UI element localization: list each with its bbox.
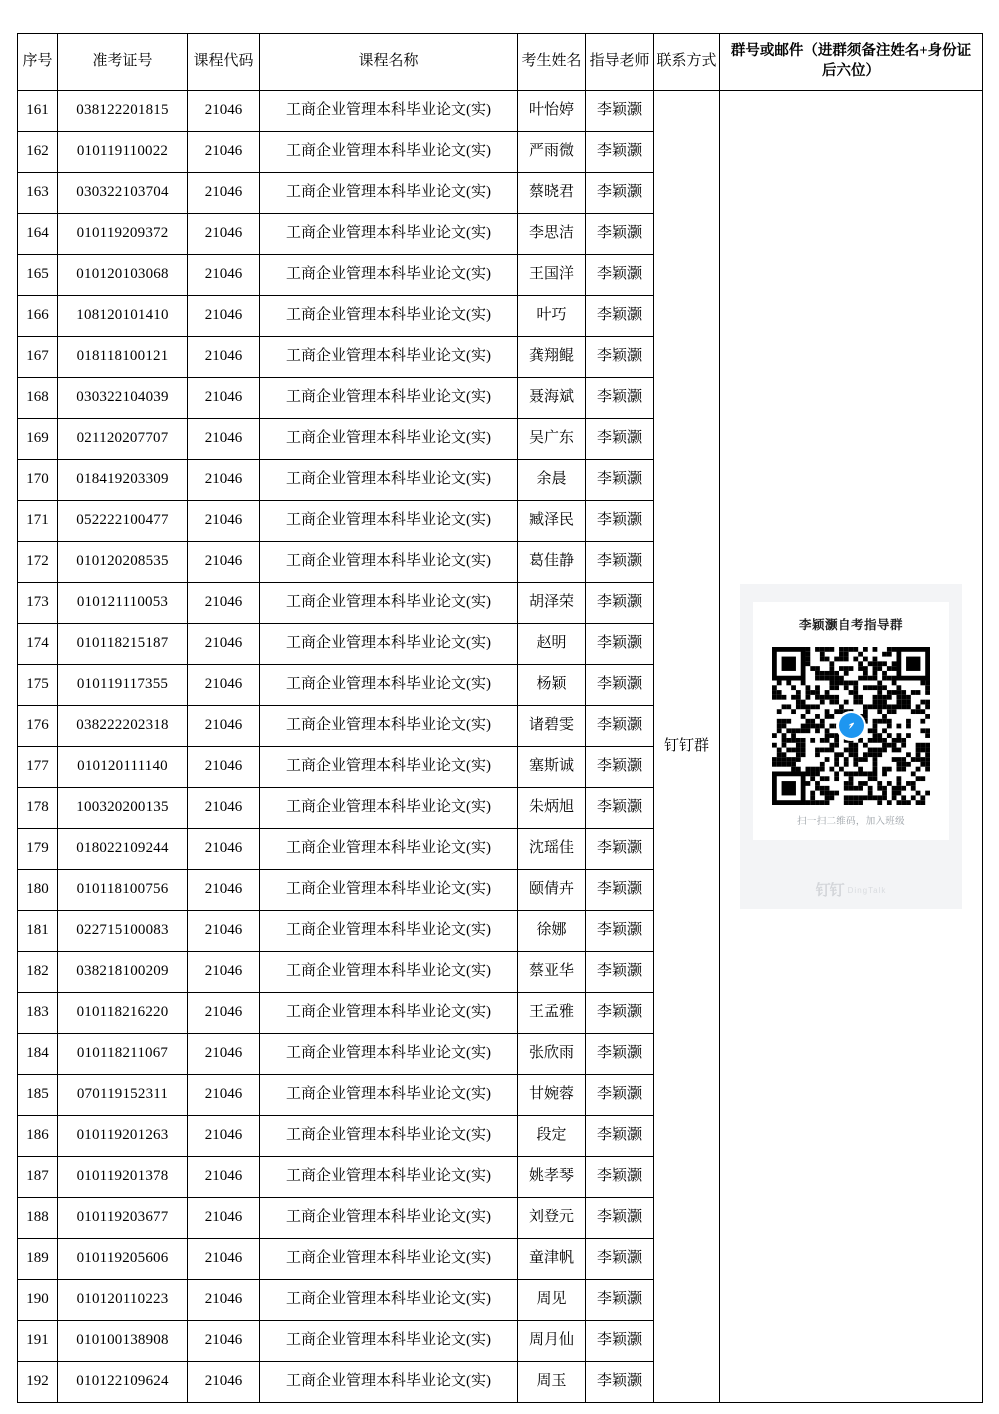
cell-course-code: 21046 (188, 173, 260, 214)
qr-center-logo (836, 711, 866, 741)
student-roster-table (17, 33, 983, 1403)
cell-student-name: 周见 (518, 1280, 586, 1321)
cell-course-name: 工商企业管理本科毕业论文(实) (260, 1280, 518, 1321)
cell-advisor: 李颖灏 (586, 829, 654, 870)
cell-index: 170 (18, 460, 58, 501)
cell-advisor: 李颖灏 (586, 1034, 654, 1075)
cell-ticket-number: 010118100756 (58, 870, 188, 911)
cell-course-name: 工商企业管理本科毕业论文(实) (260, 542, 518, 583)
cell-course-name: 工商企业管理本科毕业论文(实) (260, 132, 518, 173)
cell-ticket-number: 038122201815 (58, 91, 188, 132)
cell-course-name: 工商企业管理本科毕业论文(实) (260, 1198, 518, 1239)
cell-advisor: 李颖灏 (586, 501, 654, 542)
cell-advisor: 李颖灏 (586, 91, 654, 132)
cell-index: 161 (18, 91, 58, 132)
cell-course-name: 工商企业管理本科毕业论文(实) (260, 419, 518, 460)
cell-course-code: 21046 (188, 214, 260, 255)
cell-group-qr (720, 91, 983, 1403)
cell-course-code: 21046 (188, 501, 260, 542)
cell-ticket-number: 010119205606 (58, 1239, 188, 1280)
cell-course-name: 工商企业管理本科毕业论文(实) (260, 993, 518, 1034)
cell-advisor: 李颖灏 (586, 624, 654, 665)
cell-index: 164 (18, 214, 58, 255)
cell-course-name: 工商企业管理本科毕业论文(实) (260, 1116, 518, 1157)
cell-ticket-number: 010120103068 (58, 255, 188, 296)
cell-ticket-number: 010119117355 (58, 665, 188, 706)
cell-index: 186 (18, 1116, 58, 1157)
cell-student-name: 刘登元 (518, 1198, 586, 1239)
cell-course-name: 工商企业管理本科毕业论文(实) (260, 91, 518, 132)
cell-course-name: 工商企业管理本科毕业论文(实) (260, 952, 518, 993)
dingtalk-wordmark: DingTalk (847, 885, 887, 895)
cell-student-name: 周月仙 (518, 1321, 586, 1362)
cell-course-code: 21046 (188, 1116, 260, 1157)
cell-student-name: 王国洋 (518, 255, 586, 296)
cell-index: 183 (18, 993, 58, 1034)
header-row (18, 34, 983, 91)
cell-index: 169 (18, 419, 58, 460)
cell-ticket-number: 070119152311 (58, 1075, 188, 1116)
cell-student-name: 赵明 (518, 624, 586, 665)
cell-course-code: 21046 (188, 747, 260, 788)
cell-course-name: 工商企业管理本科毕业论文(实) (260, 788, 518, 829)
cell-ticket-number: 010119201378 (58, 1157, 188, 1198)
cell-ticket-number: 030322104039 (58, 378, 188, 419)
cell-ticket-number: 022715100083 (58, 911, 188, 952)
cell-ticket-number: 038222202318 (58, 706, 188, 747)
cell-ticket-number: 010120111140 (58, 747, 188, 788)
cell-index: 192 (18, 1362, 58, 1403)
header-index: 序号 (18, 34, 58, 91)
cell-student-name: 叶巧 (518, 296, 586, 337)
cell-ticket-number: 010118215187 (58, 624, 188, 665)
cell-ticket-number: 010119201263 (58, 1116, 188, 1157)
cell-course-name: 工商企业管理本科毕业论文(实) (260, 378, 518, 419)
cell-course-name: 工商企业管理本科毕业论文(实) (260, 706, 518, 747)
qr-card-title: 李颖灏自考指导群 (798, 618, 903, 633)
cell-index: 162 (18, 132, 58, 173)
cell-advisor: 李颖灏 (586, 870, 654, 911)
cell-contact-method: 钉钉群 (654, 91, 720, 1403)
dingtalk-logo (816, 882, 887, 899)
table-header (18, 34, 983, 91)
cell-index: 179 (18, 829, 58, 870)
cell-course-name: 工商企业管理本科毕业论文(实) (260, 1034, 518, 1075)
cell-ticket-number: 052222100477 (58, 501, 188, 542)
cell-student-name: 龚翔鲲 (518, 337, 586, 378)
cell-index: 181 (18, 911, 58, 952)
cell-advisor: 李颖灏 (586, 747, 654, 788)
cell-course-code: 21046 (188, 706, 260, 747)
cell-ticket-number: 010100138908 (58, 1321, 188, 1362)
header-course-code: 课程代码 (188, 34, 260, 91)
cell-advisor: 李颖灏 (586, 1198, 654, 1239)
cell-index: 187 (18, 1157, 58, 1198)
cell-index: 182 (18, 952, 58, 993)
cell-index: 177 (18, 747, 58, 788)
cell-advisor: 李颖灏 (586, 1321, 654, 1362)
cell-course-name: 工商企业管理本科毕业论文(实) (260, 296, 518, 337)
cell-course-name: 工商企业管理本科毕业论文(实) (260, 255, 518, 296)
qr-code-icon[interactable] (772, 647, 930, 805)
cell-course-code: 21046 (188, 911, 260, 952)
table-row (18, 91, 983, 132)
cell-ticket-number: 018419203309 (58, 460, 188, 501)
cell-index: 166 (18, 296, 58, 337)
cell-course-name: 工商企业管理本科毕业论文(实) (260, 870, 518, 911)
cell-student-name: 塞斯诚 (518, 747, 586, 788)
cell-course-code: 21046 (188, 624, 260, 665)
cell-student-name: 杨颖 (518, 665, 586, 706)
cell-advisor: 李颖灏 (586, 378, 654, 419)
cell-course-code: 21046 (188, 337, 260, 378)
cell-advisor: 李颖灏 (586, 255, 654, 296)
cell-student-name: 段定 (518, 1116, 586, 1157)
cell-advisor: 李颖灏 (586, 542, 654, 583)
cell-advisor: 李颖灏 (586, 337, 654, 378)
cell-course-name: 工商企业管理本科毕业论文(实) (260, 747, 518, 788)
cell-ticket-number: 100320200135 (58, 788, 188, 829)
header-ticket-number: 准考证号 (58, 34, 188, 91)
cell-ticket-number: 010122109624 (58, 1362, 188, 1403)
cell-ticket-number: 038218100209 (58, 952, 188, 993)
cell-course-name: 工商企业管理本科毕业论文(实) (260, 911, 518, 952)
cell-index: 172 (18, 542, 58, 583)
cell-advisor: 李颖灏 (586, 1362, 654, 1403)
cell-course-code: 21046 (188, 1280, 260, 1321)
cell-student-name: 李思洁 (518, 214, 586, 255)
cell-ticket-number: 010118216220 (58, 993, 188, 1034)
cell-index: 185 (18, 1075, 58, 1116)
cell-advisor: 李颖灏 (586, 583, 654, 624)
cell-student-name: 蔡晓君 (518, 173, 586, 214)
cell-course-code: 21046 (188, 788, 260, 829)
cell-index: 178 (18, 788, 58, 829)
header-course-name: 课程名称 (260, 34, 518, 91)
cell-course-code: 21046 (188, 542, 260, 583)
cell-ticket-number: 021120207707 (58, 419, 188, 460)
cell-course-code: 21046 (188, 296, 260, 337)
cell-ticket-number: 018022109244 (58, 829, 188, 870)
qr-card (753, 602, 949, 839)
cell-course-code: 21046 (188, 460, 260, 501)
cell-course-code: 21046 (188, 1034, 260, 1075)
cell-course-code: 21046 (188, 993, 260, 1034)
cell-course-code: 21046 (188, 829, 260, 870)
cell-student-name: 张欣雨 (518, 1034, 586, 1075)
cell-index: 174 (18, 624, 58, 665)
cell-ticket-number: 108120101410 (58, 296, 188, 337)
cell-index: 190 (18, 1280, 58, 1321)
cell-advisor: 李颖灏 (586, 665, 654, 706)
cell-student-name: 王孟雅 (518, 993, 586, 1034)
cell-index: 189 (18, 1239, 58, 1280)
cell-course-code: 21046 (188, 1075, 260, 1116)
cell-index: 191 (18, 1321, 58, 1362)
cell-student-name: 胡泽荣 (518, 583, 586, 624)
cell-course-name: 工商企业管理本科毕业论文(实) (260, 460, 518, 501)
cell-index: 184 (18, 1034, 58, 1075)
cell-ticket-number: 030322103704 (58, 173, 188, 214)
cell-advisor: 李颖灏 (586, 460, 654, 501)
cell-advisor: 李颖灏 (586, 1280, 654, 1321)
cell-index: 180 (18, 870, 58, 911)
cell-index: 188 (18, 1198, 58, 1239)
cell-index: 165 (18, 255, 58, 296)
cell-ticket-number: 010120208535 (58, 542, 188, 583)
header-contact-method: 联系方式 (654, 34, 720, 91)
cell-student-name: 周玉 (518, 1362, 586, 1403)
header-student-name: 考生姓名 (518, 34, 586, 91)
cell-index: 175 (18, 665, 58, 706)
cell-advisor: 李颖灏 (586, 1239, 654, 1280)
document-page (17, 33, 982, 1403)
cell-course-code: 21046 (188, 870, 260, 911)
cell-course-code: 21046 (188, 583, 260, 624)
cell-course-name: 工商企业管理本科毕业论文(实) (260, 337, 518, 378)
cell-index: 173 (18, 583, 58, 624)
cell-course-code: 21046 (188, 1157, 260, 1198)
cell-course-name: 工商企业管理本科毕业论文(实) (260, 1321, 518, 1362)
cell-index: 171 (18, 501, 58, 542)
cell-student-name: 臧泽民 (518, 501, 586, 542)
cell-course-code: 21046 (188, 1362, 260, 1403)
cell-student-name: 朱炳旭 (518, 788, 586, 829)
cell-advisor: 李颖灏 (586, 993, 654, 1034)
cell-advisor: 李颖灏 (586, 419, 654, 460)
cell-course-name: 工商企业管理本科毕业论文(实) (260, 1239, 518, 1280)
cell-advisor: 李颖灏 (586, 1157, 654, 1198)
cell-student-name: 童津帆 (518, 1239, 586, 1280)
cell-index: 163 (18, 173, 58, 214)
cell-ticket-number: 010119110022 (58, 132, 188, 173)
cell-course-name: 工商企业管理本科毕业论文(实) (260, 501, 518, 542)
cell-course-code: 21046 (188, 665, 260, 706)
qr-card-backdrop (740, 584, 962, 909)
cell-course-code: 21046 (188, 1198, 260, 1239)
cell-student-name: 诸碧雯 (518, 706, 586, 747)
cell-student-name: 蔡亚华 (518, 952, 586, 993)
cell-advisor: 李颖灏 (586, 952, 654, 993)
cell-course-name: 工商企业管理本科毕业论文(实) (260, 1362, 518, 1403)
cell-advisor: 李颖灏 (586, 706, 654, 747)
table-body (18, 91, 983, 1403)
cell-course-code: 21046 (188, 255, 260, 296)
cell-student-name: 聂海斌 (518, 378, 586, 419)
cell-advisor: 李颖灏 (586, 173, 654, 214)
cell-course-code: 21046 (188, 132, 260, 173)
cell-ticket-number: 010119209372 (58, 214, 188, 255)
cell-index: 168 (18, 378, 58, 419)
cell-advisor: 李颖灏 (586, 296, 654, 337)
cell-course-name: 工商企业管理本科毕业论文(实) (260, 1157, 518, 1198)
cell-course-code: 21046 (188, 419, 260, 460)
cell-student-name: 吴广东 (518, 419, 586, 460)
cell-student-name: 徐娜 (518, 911, 586, 952)
cell-ticket-number: 010118211067 (58, 1034, 188, 1075)
dingtalk-mark: 钉钉 (815, 881, 844, 899)
cell-student-name: 余晨 (518, 460, 586, 501)
cell-course-name: 工商企业管理本科毕业论文(实) (260, 214, 518, 255)
cell-course-name: 工商企业管理本科毕业论文(实) (260, 829, 518, 870)
cell-course-name: 工商企业管理本科毕业论文(实) (260, 1075, 518, 1116)
cell-advisor: 李颖灏 (586, 911, 654, 952)
cell-student-name: 姚孝琴 (518, 1157, 586, 1198)
cell-ticket-number: 010121110053 (58, 583, 188, 624)
cell-course-name: 工商企业管理本科毕业论文(实) (260, 665, 518, 706)
cell-course-code: 21046 (188, 1239, 260, 1280)
cell-advisor: 李颖灏 (586, 1116, 654, 1157)
cell-advisor: 李颖灏 (586, 788, 654, 829)
cell-index: 167 (18, 337, 58, 378)
cell-student-name: 甘婉蓉 (518, 1075, 586, 1116)
header-group-or-email: 群号或邮件（进群须备注姓名+身份证后六位） (720, 34, 983, 91)
cell-student-name: 葛佳静 (518, 542, 586, 583)
cell-ticket-number: 010120110223 (58, 1280, 188, 1321)
cell-course-name: 工商企业管理本科毕业论文(实) (260, 583, 518, 624)
cell-student-name: 沈瑶佳 (518, 829, 586, 870)
cell-student-name: 颐倩卉 (518, 870, 586, 911)
cell-course-name: 工商企业管理本科毕业论文(实) (260, 173, 518, 214)
qr-scan-hint: 扫一扫二维码，加入班级 (797, 815, 905, 827)
cell-advisor: 李颖灏 (586, 1075, 654, 1116)
cell-course-code: 21046 (188, 1321, 260, 1362)
cell-course-code: 21046 (188, 91, 260, 132)
cell-advisor: 李颖灏 (586, 132, 654, 173)
cell-student-name: 叶怡婷 (518, 91, 586, 132)
cell-course-code: 21046 (188, 952, 260, 993)
cell-course-code: 21046 (188, 378, 260, 419)
cell-advisor: 李颖灏 (586, 214, 654, 255)
cell-student-name: 严雨微 (518, 132, 586, 173)
cell-ticket-number: 018118100121 (58, 337, 188, 378)
qr-card-container (720, 91, 982, 1402)
cell-ticket-number: 010119203677 (58, 1198, 188, 1239)
cell-index: 176 (18, 706, 58, 747)
cell-course-name: 工商企业管理本科毕业论文(实) (260, 624, 518, 665)
header-advisor: 指导老师 (586, 34, 654, 91)
